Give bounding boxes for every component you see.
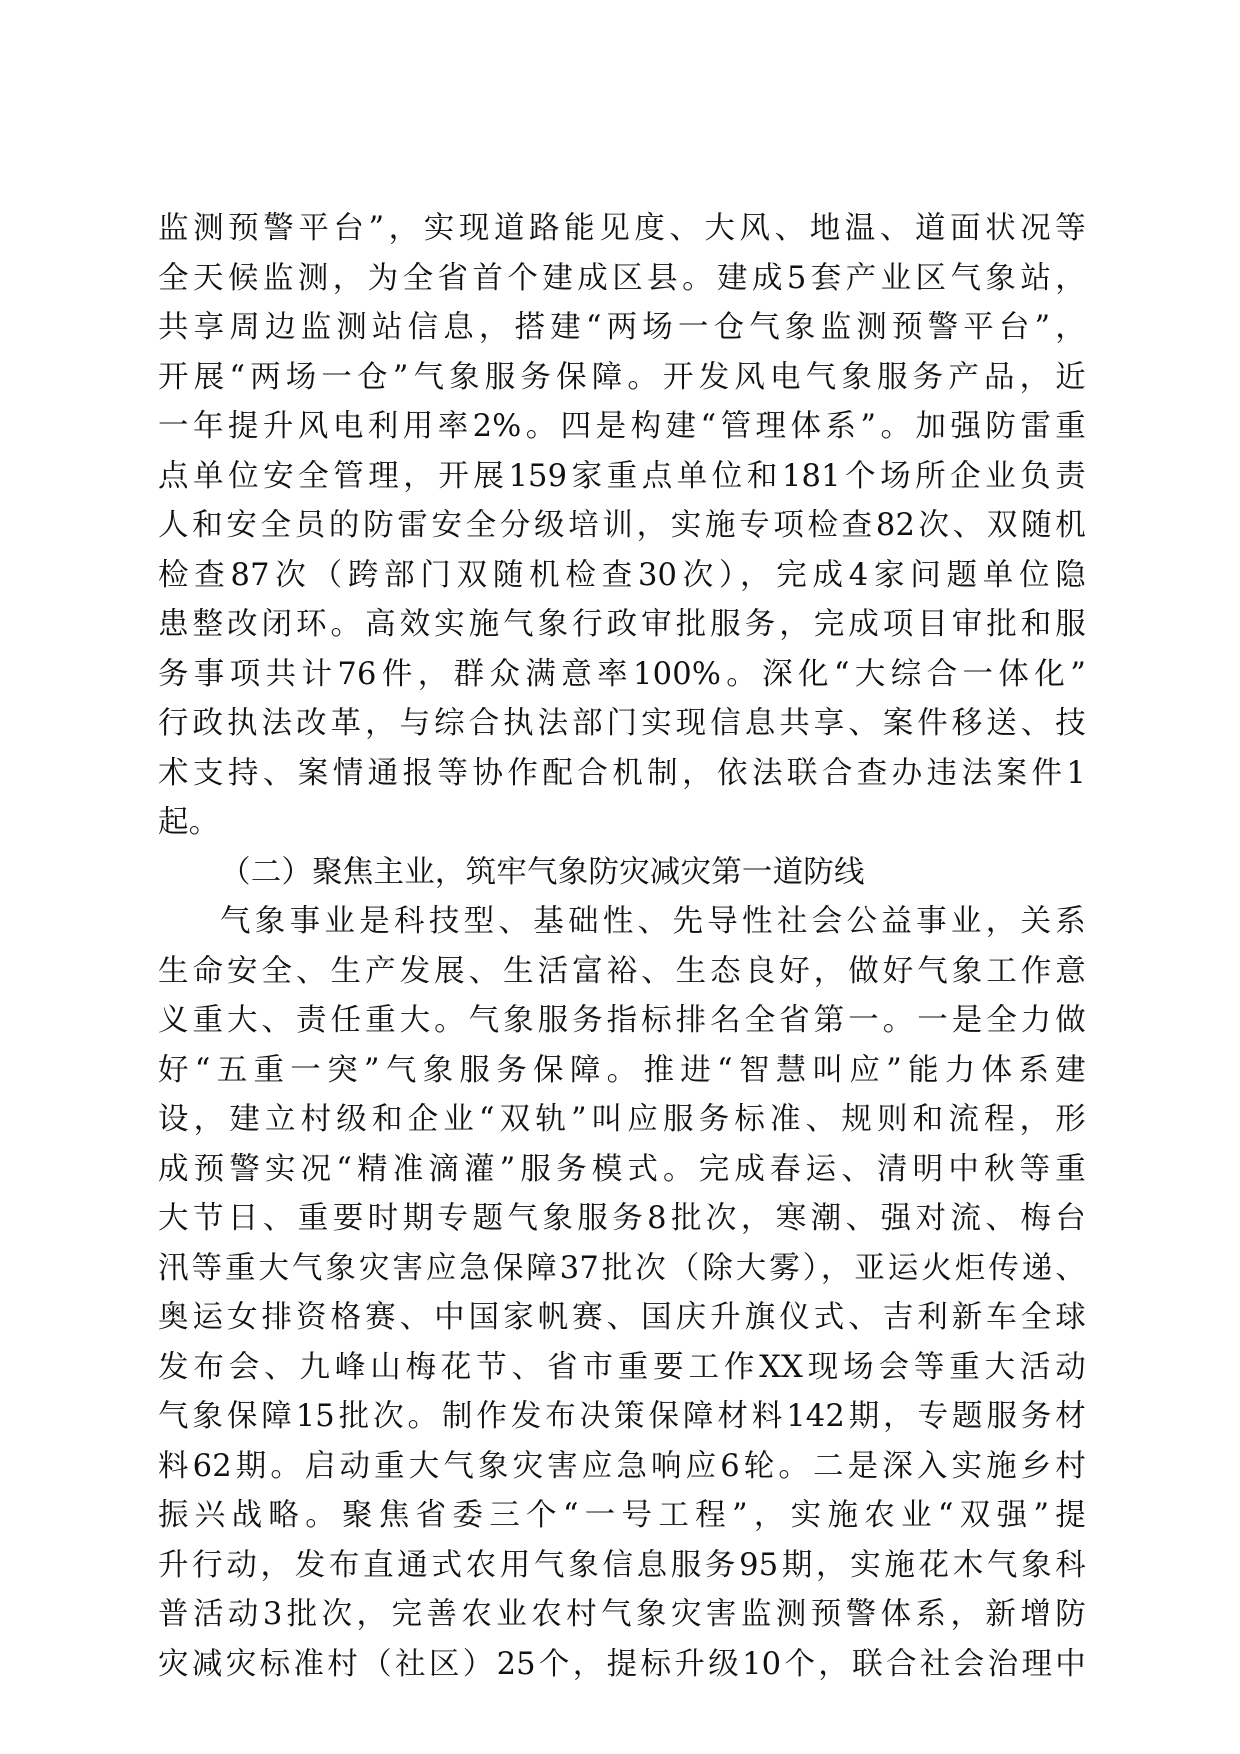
text-line: 务事项共计76件，群众满意率100%。深化“大综合一体化” (158, 656, 1086, 692)
text-line: 检查87次（跨部门双随机检查30次），完成4家问题单位隐 (158, 557, 1086, 593)
text-line: 灾减灾标准村（社区）25个，提标升级10个，联合社会治理中 (158, 1646, 1086, 1682)
text-line: 好“五重一突”气象服务保障。推进“智慧叫应”能力体系建 (158, 1052, 1086, 1088)
text-line: 普活动3批次，完善农业农村气象灾害监测预警体系，新增防 (158, 1597, 1086, 1632)
text-line: 发布会、九峰山梅花节、省市重要工作XX现场会等重大活动 (158, 1349, 1086, 1385)
text-line: 监测预警平台”，实现道路能见度、大风、地温、道面状况等 (158, 211, 1086, 246)
text-line: 生命安全、生产发展、生活富裕、生态良好，做好气象工作意 (158, 953, 1086, 989)
text-line: 全天候监测，为全省首个建成区县。建成5套产业区气象站， (158, 260, 1086, 296)
text-line: 义重大、责任重大。气象服务指标排名全省第一。一是全力做 (158, 1003, 1086, 1038)
text-line: 患整改闭环。高效实施气象行政审批服务，完成项目审批和服 (158, 607, 1086, 642)
text-line: 气象保障15批次。制作发布决策保障材料142期，专题服务材 (158, 1399, 1086, 1434)
text-line: 振兴战略。聚焦省委三个“一号工程”，实施农业“双强”提 (158, 1498, 1086, 1533)
text-line: 术支持、案情通报等协作配合机制，依法联合查办违法案件1 (158, 755, 1086, 791)
text-line: 升行动，发布直通式农用气象信息服务95期，实施花木气象科 (158, 1547, 1086, 1583)
paragraph-2 (158, 897, 1086, 1689)
text-line: 奥运女排资格赛、中国家帆赛、国庆升旗仪式、吉利新车全球 (158, 1300, 1086, 1335)
text-line: 气象事业是科技型、基础性、先导性社会公益事业，关系 (220, 904, 1086, 939)
text-line: 料62期。启动重大气象灾害应急响应6轮。二是深入实施乡村 (158, 1448, 1086, 1484)
text-line: 人和安全员的防雷安全分级培训，实施专项检查82次、双随机 (158, 508, 1086, 543)
text-line: 点单位安全管理，开展159家重点单位和181个场所企业负责 (158, 458, 1086, 494)
text-line: 行政执法改革，与综合执法部门实现信息共享、案件移送、技 (158, 706, 1086, 741)
text-line: 成预警实况“精准滴灌”服务模式。完成春运、清明中秋等重 (158, 1151, 1086, 1187)
body-text (158, 204, 1086, 1689)
text-line: 设，建立村级和企业“双轨”叫应服务标准、规则和流程，形 (158, 1102, 1086, 1137)
section-heading: （二）聚焦主业，筑牢气象防灾减灾第一道防线 (220, 854, 865, 890)
text-line: 共享周边监测站信息，搭建“两场一仓气象监测预警平台”， (158, 310, 1086, 345)
text-line: 起。 (158, 805, 220, 840)
text-line: 汛等重大气象灾害应急保障37批次（除大雾），亚运火炬传递、 (158, 1250, 1086, 1286)
text-line: 开展“两场一仓”气象服务保障。开发风电气象服务产品，近 (158, 359, 1086, 395)
text-line: 大节日、重要时期专题气象服务8批次，寒潮、强对流、梅台 (158, 1201, 1086, 1236)
text-line: 一年提升风电利用率2%。四是构建“管理体系”。加强防雷重 (158, 409, 1086, 444)
paragraph-1 (158, 204, 1086, 848)
